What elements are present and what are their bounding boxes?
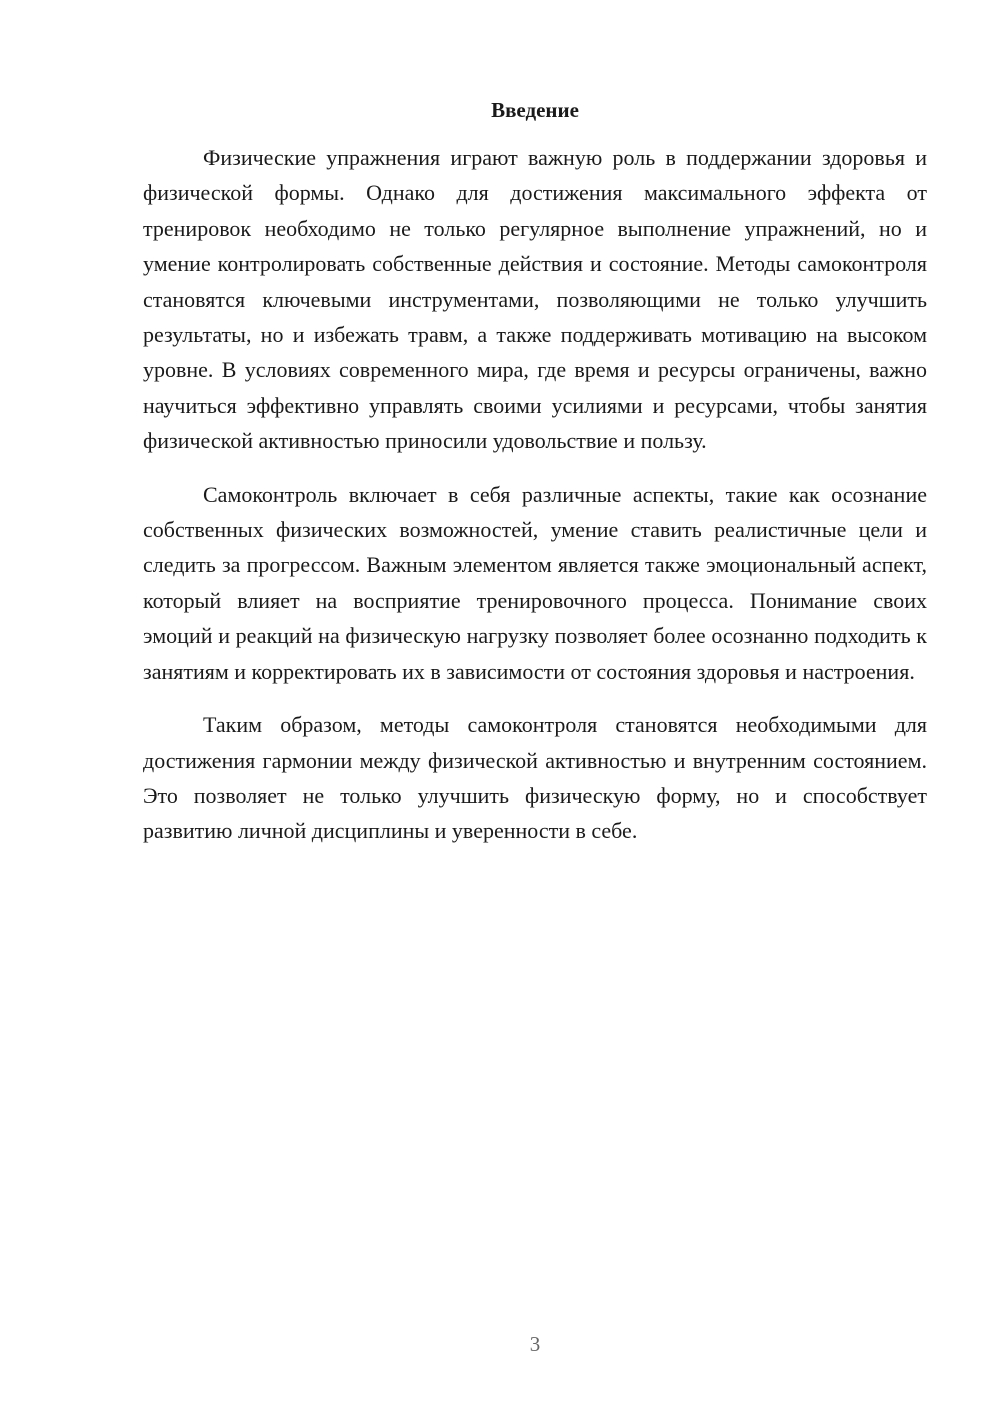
page-number: 3: [529, 1332, 541, 1356]
paragraph-2: Самоконтроль включает в себя различные аспекты, такие как осознание собственных физических возможностей, умение ставить реалистичные цели и следить за прогрессом. Важным элементом является также эмоциональный аспект, который влияет на восприятие тренировочного процесса. Понимание своих эмоций и реакций на физическую нагрузку позволяет более осознанно подходить к занятиям и корректировать их в зависимости от состояния здоровья и настроения.: [143, 481, 927, 684]
paragraph-1: Физические упражнения играют важную роль в поддержании здоровья и физической формы. Однако для достижения максимального эффекта от тренировок необходимо не только регулярное выполнение упражнений, но и умение контролировать собственные действия и состояние. Методы самоконтроля становятся ключевыми инструментами, позволяющими не только улучшить результаты, но и избежать травм, а также поддерживать мотивацию на высоком уровне. В условиях современного мира, где время и ресурсы ограничены, важно научиться эффективно управлять своими усилиями и ресурсами, чтобы занятия физической активностью приносили удовольствие и пользу.: [143, 145, 927, 454]
section-title: Введение: [491, 98, 579, 122]
paragraph-3: Таким образом, методы самоконтроля становятся необходимыми для достижения гармонии между физической активностью и внутренним состоянием. Это позволяет не только улучшить физическую форму, но и способствует развитию личной дисциплины и уверенности в себе.: [143, 712, 927, 844]
page-content: [143, 92, 927, 867]
